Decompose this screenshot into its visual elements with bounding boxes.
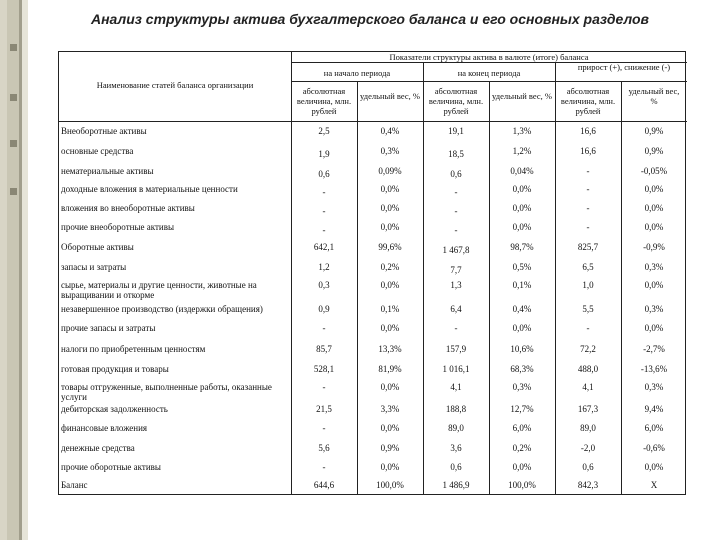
table-cell: 98,7% bbox=[510, 242, 534, 252]
table-cell: 0,0% bbox=[380, 222, 400, 232]
table-cell: 19,1 bbox=[448, 126, 464, 136]
table-cell: 842,3 bbox=[577, 480, 599, 490]
table-cell: - bbox=[454, 323, 458, 333]
table-cell: 1,2% bbox=[512, 146, 532, 156]
table-cell: 0,6 bbox=[318, 169, 330, 179]
table-cell: - bbox=[322, 187, 326, 197]
table-cell: 6,0% bbox=[512, 423, 532, 433]
table-cell: 13,3% bbox=[378, 344, 402, 354]
table-cell: 0,2% bbox=[380, 262, 400, 272]
table-cell: 16,6 bbox=[580, 146, 596, 156]
table-cell: 10,6% bbox=[510, 344, 534, 354]
decor-square bbox=[10, 140, 17, 147]
decor-square bbox=[10, 94, 17, 101]
table-cell: 16,6 bbox=[580, 126, 596, 136]
table-cell: 0,0% bbox=[380, 382, 400, 392]
table-cell: 2,5 bbox=[318, 126, 330, 136]
header-end-period: на конец периода bbox=[457, 68, 521, 78]
table-cell: - bbox=[586, 184, 590, 194]
table-cell: 0,3% bbox=[644, 304, 664, 314]
table-cell: 0,0% bbox=[380, 462, 400, 472]
table-cell: -0,05% bbox=[640, 166, 668, 176]
row-label: прочие оборотные активы bbox=[61, 462, 161, 472]
table-cell: 188,8 bbox=[445, 404, 467, 414]
header-share-start: удельный вес, % bbox=[360, 91, 420, 101]
table-cell: - bbox=[322, 225, 326, 235]
table-cell: 100,0% bbox=[508, 480, 536, 490]
table-cell: 3,6 bbox=[450, 443, 462, 453]
table-cell: 0,3% bbox=[644, 382, 664, 392]
table-cell: - bbox=[322, 382, 326, 392]
table-cell: 89,0 bbox=[580, 423, 596, 433]
header-abs-end: абсолютная величина, млн. рублей bbox=[428, 86, 484, 116]
table-cell: 0,6 bbox=[582, 462, 594, 472]
table-cell: 0,1% bbox=[512, 280, 532, 290]
table-cell: 89,0 bbox=[448, 423, 464, 433]
table-cell: 85,7 bbox=[316, 344, 332, 354]
table-cell: 0,0% bbox=[512, 184, 532, 194]
table-cell: 0,4% bbox=[512, 304, 532, 314]
table-cell: 0,4% bbox=[380, 126, 400, 136]
table-cell: -13,6% bbox=[640, 364, 668, 374]
table-cell: 0,3% bbox=[512, 382, 532, 392]
row-label: прочие запасы и затраты bbox=[61, 323, 156, 333]
table-cell: 0,0% bbox=[380, 323, 400, 333]
table-cell: 157,9 bbox=[445, 344, 467, 354]
table-cell: 0,0% bbox=[644, 184, 664, 194]
table-cell: - bbox=[454, 225, 458, 235]
table-cell: 0,2% bbox=[512, 443, 532, 453]
table-cell: 0,0% bbox=[644, 323, 664, 333]
table-cell: 0,0% bbox=[380, 423, 400, 433]
table-cell: 6,0% bbox=[644, 423, 664, 433]
table-cell: 1,3% bbox=[512, 126, 532, 136]
table-cell: -0,9% bbox=[643, 242, 665, 252]
slide-title: Анализ структуры актива бухгалтерского баланса и его основных разделов bbox=[90, 11, 649, 27]
table-cell: 21,5 bbox=[316, 404, 332, 414]
header-group-title: Показатели структуры актива в валюте (итоге) баланса bbox=[389, 52, 589, 62]
header-abs-start: абсолютная величина, млн. рублей bbox=[296, 86, 352, 116]
table-cell: 0,0% bbox=[512, 323, 532, 333]
table-cell: 0,1% bbox=[380, 304, 400, 314]
header-share-change: удельный вес, % bbox=[628, 86, 680, 106]
header-change: прирост (+), снижение (-) bbox=[577, 62, 671, 72]
table-cell: 3,3% bbox=[380, 404, 400, 414]
table-cell: 0,3% bbox=[644, 262, 664, 272]
decor-band-light bbox=[0, 0, 7, 540]
table-cell: 0,0% bbox=[644, 462, 664, 472]
table-cell: 18,5 bbox=[448, 149, 464, 159]
table-cell: 4,1 bbox=[582, 382, 594, 392]
row-label: готовая продукция и товары bbox=[61, 364, 169, 374]
decor-band-pale bbox=[22, 0, 28, 540]
table-cell: 72,2 bbox=[580, 344, 596, 354]
table-cell: 81,9% bbox=[378, 364, 402, 374]
table-cell: 0,0% bbox=[512, 203, 532, 213]
row-label: финансовые вложения bbox=[61, 423, 148, 433]
table-cell: 0,3 bbox=[318, 280, 330, 290]
balance-table bbox=[58, 51, 686, 495]
table-cell: 9,4% bbox=[644, 404, 664, 414]
table-cell: 1 486,9 bbox=[442, 480, 470, 490]
table-cell: 0,6 bbox=[450, 169, 462, 179]
table-cell: 0,5% bbox=[512, 262, 532, 272]
decor-square bbox=[10, 44, 17, 51]
row-label: Внеоборотные активы bbox=[61, 126, 147, 136]
table-cell: 0,04% bbox=[510, 166, 534, 176]
header-share-end: удельный вес, % bbox=[492, 91, 552, 101]
table-cell: 0,9% bbox=[380, 443, 400, 453]
table-cell: 0,0% bbox=[644, 203, 664, 213]
table-cell: 528,1 bbox=[313, 364, 335, 374]
header-start-period: на начало периода bbox=[323, 68, 391, 78]
table-cell: 1,0 bbox=[582, 280, 594, 290]
row-label: незавершенное производство (издержки обращения) bbox=[61, 304, 263, 314]
header-abs-change: абсолютная величина, млн. рублей bbox=[560, 86, 616, 116]
table-cell: 1,3 bbox=[450, 280, 462, 290]
table-cell: - bbox=[454, 206, 458, 216]
table-cell: 0,0% bbox=[512, 222, 532, 232]
table-cell: 642,1 bbox=[313, 242, 335, 252]
row-label: сырье, материалы и другие ценности, животные на выращивании и откорме bbox=[61, 280, 257, 300]
row-label: запасы и затраты bbox=[61, 262, 127, 272]
table-cell: X bbox=[650, 480, 658, 490]
table-cell: 1,9 bbox=[318, 149, 330, 159]
table-cell: - bbox=[454, 187, 458, 197]
table-cell: -0,6% bbox=[643, 443, 665, 453]
table-cell: 488,0 bbox=[577, 364, 599, 374]
table-cell: - bbox=[586, 222, 590, 232]
row-label: Оборотные активы bbox=[61, 242, 134, 252]
table-cell: 1 467,8 bbox=[442, 245, 470, 255]
table-cell: 7,7 bbox=[450, 265, 462, 275]
table-cell: -2,0 bbox=[580, 443, 596, 453]
row-label: товары отгруженные, выполненные работы, оказанные услуги bbox=[61, 382, 272, 402]
row-label: нематериальные активы bbox=[61, 166, 154, 176]
table-cell: 1 016,1 bbox=[442, 364, 470, 374]
table-cell: 0,9% bbox=[644, 146, 664, 156]
table-cell: - bbox=[586, 323, 590, 333]
table-cell: 0,3% bbox=[380, 146, 400, 156]
table-cell: 68,3% bbox=[510, 364, 534, 374]
table-cell: 0,0% bbox=[380, 203, 400, 213]
table-cell: 644,6 bbox=[313, 480, 335, 490]
table-cell: 6,4 bbox=[450, 304, 462, 314]
row-label: дебиторская задолженность bbox=[61, 404, 168, 414]
table-cell: 6,5 bbox=[582, 262, 594, 272]
table-cell: 0,0% bbox=[380, 184, 400, 194]
row-label: доходные вложения в материальные ценности bbox=[61, 184, 238, 194]
table-cell: - bbox=[322, 462, 326, 472]
decor-square bbox=[10, 188, 17, 195]
table-cell: 0,0% bbox=[644, 280, 664, 290]
table-cell: 1,2 bbox=[318, 262, 330, 272]
row-label: денежные средства bbox=[61, 443, 135, 453]
row-label: основные средства bbox=[61, 146, 134, 156]
table-cell: 100,0% bbox=[376, 480, 404, 490]
table-cell: - bbox=[586, 166, 590, 176]
table-cell: 0,6 bbox=[450, 462, 462, 472]
table-cell: 0,9 bbox=[318, 304, 330, 314]
row-label: вложения во внеоборотные активы bbox=[61, 203, 195, 213]
table-cell: - bbox=[322, 423, 326, 433]
table-cell: - bbox=[322, 206, 326, 216]
table-cell: 825,7 bbox=[577, 242, 599, 252]
table-cell: 0,09% bbox=[378, 166, 402, 176]
decor-band bbox=[7, 0, 19, 540]
table-cell: 0,0% bbox=[644, 222, 664, 232]
table-cell: 0,0% bbox=[512, 462, 532, 472]
table-cell: 167,3 bbox=[577, 404, 599, 414]
header-item-name: Наименование статей баланса организации bbox=[96, 80, 254, 90]
table-cell: 99,6% bbox=[378, 242, 402, 252]
table-cell: 0,0% bbox=[380, 280, 400, 290]
table-cell: 4,1 bbox=[450, 382, 462, 392]
row-label: прочие внеоборотные активы bbox=[61, 222, 175, 232]
table-cell: -2,7% bbox=[643, 344, 665, 354]
row-label: Баланс bbox=[61, 480, 88, 490]
table-cell: 12,7% bbox=[510, 404, 534, 414]
row-label: налоги по приобретенным ценностям bbox=[61, 344, 206, 354]
table-cell: - bbox=[322, 323, 326, 333]
table-cell: - bbox=[586, 203, 590, 213]
table-cell: 5,6 bbox=[318, 443, 330, 453]
table-cell: 0,9% bbox=[644, 126, 664, 136]
table-cell: 5,5 bbox=[582, 304, 594, 314]
